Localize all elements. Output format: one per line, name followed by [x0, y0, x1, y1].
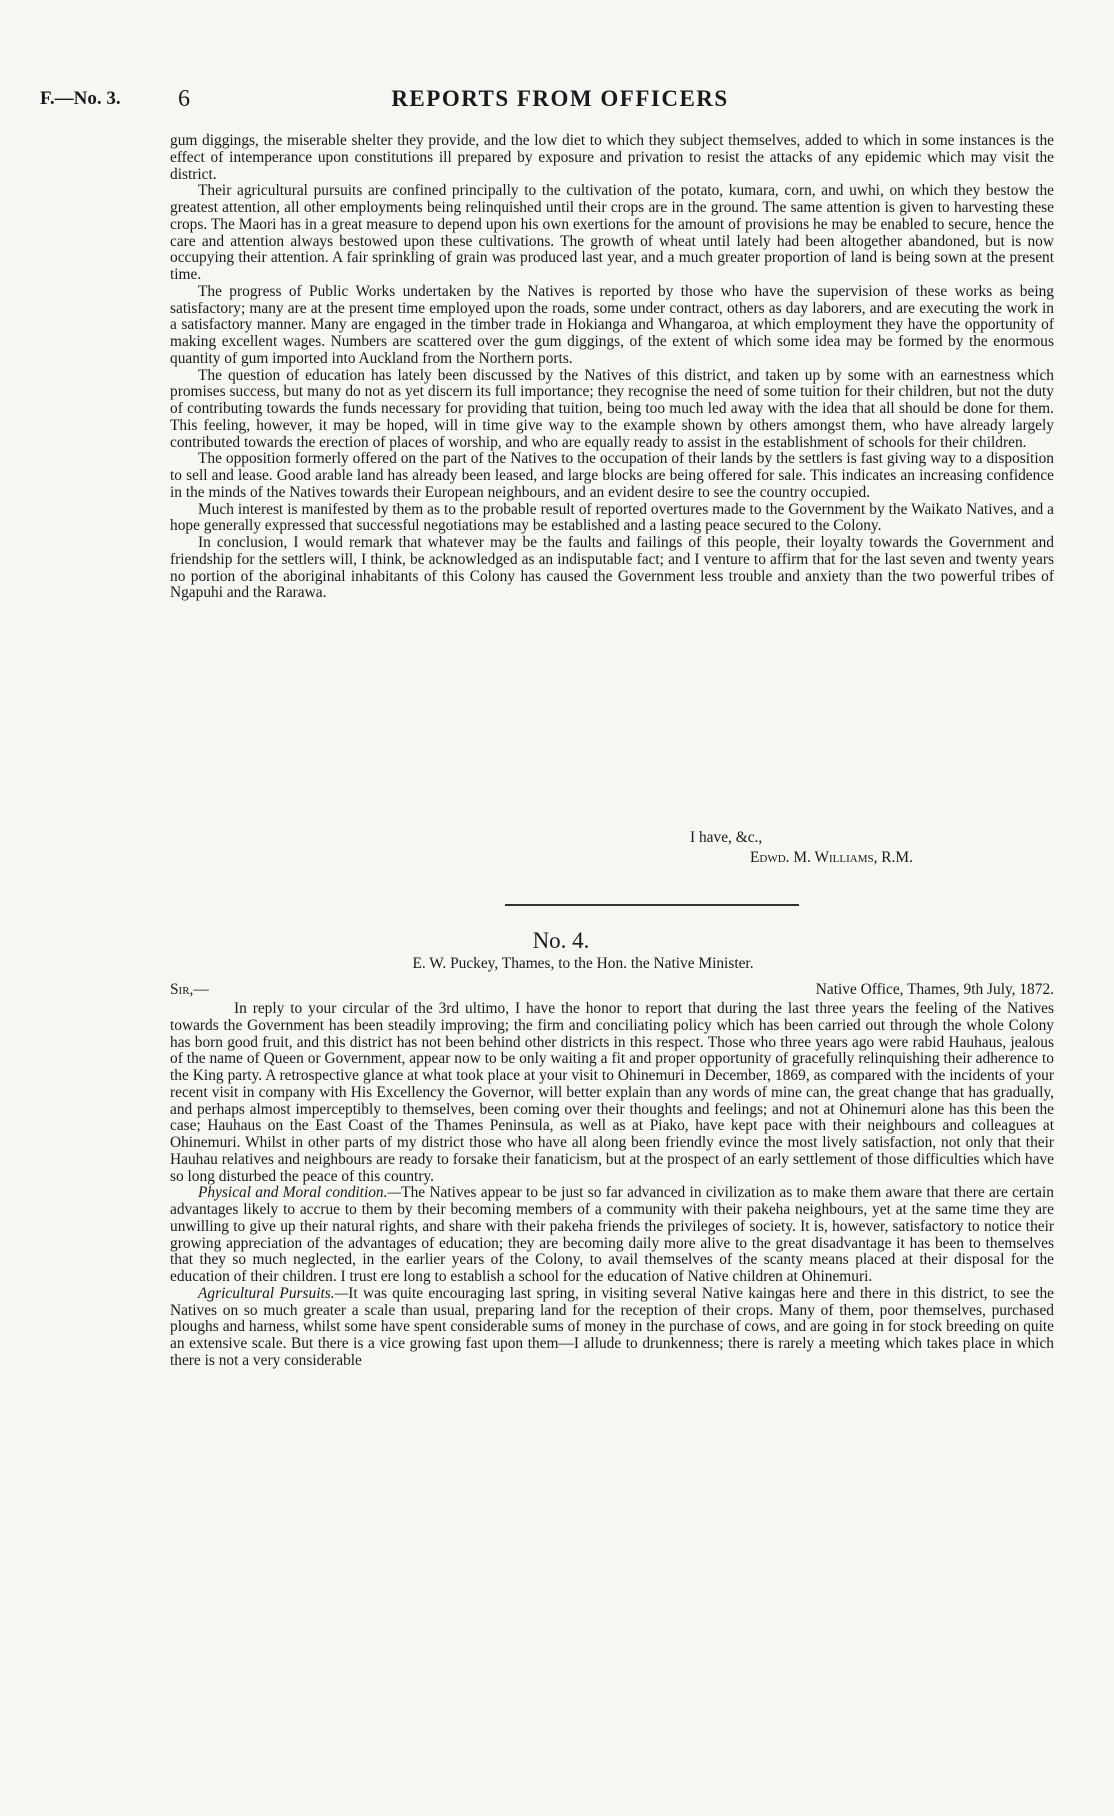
- document-reference: F.—No. 3.: [40, 88, 121, 109]
- paragraph: In conclusion, I would remark that whatever may be the faults and failings of this people, their loyalty towards the Government and friendship for the settlers will, I think, be acknowledged as an indisputable fact; and I venture to affirm that for the last seven and twenty years no portion of the aboriginal inhabitants of this Colony has caused the Government less trouble and anxiety than the two powerful tribes of Ngapuhi and the Rarawa.: [170, 534, 1054, 602]
- paragraph: Their agricultural pursuits are confined principally to the cultivation of the potato, kumara, corn, and uwhi, on which they bestow the greatest attention, all other employments being relinquished until their crops are in the ground. The same attention is given to harvesting these crops. The Maori has in a great measure to depend upon his own exertions for the amount of provisions he may be enabled to secure, hence the care and attention always bestowed upon these cultivations. The growth of wheat until lately had been altogether abandoned, but is now occupying their attention. A fair sprinkling of grain was produced last year, and a much greater proportion of land is being sown at the present time.: [170, 182, 1054, 283]
- paragraph: The question of education has lately been discussed by the Natives of this district, and taken up by some with an earnestness which promises success, but many do not as yet discern its full importance; they recognise the need of some tuition for their children, but not the duty of contributing towards the funds necessary for providing that tuition, being too much led away with the idea that all should be done for them. This feeling, however, it may be hoped, will in time give way to the example shown by others amongst them, who have already largely contributed towards the erection of places of worship, and who are equally ready to assist in the establishment of schools for their children.: [170, 366, 1054, 451]
- salutation: Sir,—: [170, 981, 209, 998]
- paragraph-text: It was quite encouraging last spring, in visiting several Native kaingas here and there in this district, to see the Natives on so much greater a scale than usual, preparing land for the reception of their crops. Many of them, poor themselves, purchased ploughs and harness, whilst some have spent considerable sums of money in the purchase of cows, and are going in for stock breeding on quite an extensive scale. But there is a vice growing fast upon them—I allude to drunkenness; there is rarely a meeting which takes place in which there is not a very considerable: [170, 1284, 1054, 1369]
- page-number: 6: [178, 86, 190, 112]
- closing-line: I have, &c.,: [690, 829, 763, 846]
- section-divider: [505, 904, 799, 906]
- report-subtitle: E. W. Puckey, Thames, to the Hon. the Native Minister.: [412, 955, 754, 972]
- signature: Edwd. M. Williams, R.M.: [750, 849, 913, 866]
- paragraph-heading: Physical and Moral condition.—: [198, 1184, 402, 1202]
- salutation-row: [170, 981, 1054, 999]
- paragraph: [170, 1286, 1054, 1370]
- running-title: REPORTS FROM OFFICERS: [391, 86, 729, 111]
- paragraph: The progress of Public Works undertaken by the Natives is reported by those who have the supervision of these works as being satisfactory; many are at the present time employed upon the roads, some under contract, others as day laborers, and are executing the work in a satisfactory manner. Many are engaged in the timber trade in Hokianga and Whangaroa, at which employment they have the opportunity of making excellent wages. Numbers are scattered over the gum diggings, of the extent of which some idea may be formed by the enormous quantity of gum imported into Auckland from the Northern ports.: [170, 282, 1054, 367]
- paragraph: [170, 1185, 1054, 1286]
- paragraph: In reply to your circular of the 3rd ultimo, I have the honor to report that during the last three years the feeling of the Natives towards the Government has been steadily improving; the firm and conciliating policy which has been carried out through the whole Colony has born good fruit, and this district has not been behind other districts in this respect. Those who three years ago were rabid Hauhaus, jealous of the name of Queen or Government, appear now to be only waiting a fit and proper opportunity of gracefully relinquishing their adherence to the King party. A retrospective glance at what took place at your visit to Ohinemuri in December, 1869, as compared with the incidents of your recent visit in company with His Excellency the Governor, will better explain than any words of mine can, the great change that has gradually, and perhaps almost imperceptibly to themselves, been coming over their thoughts and feelings; and not at Ohinemuri alone has this been the case; Hauhaus on the East Coast of the Thames Peninsula, as well as at Piako, have kept pace with their neighbours and colleagues at Ohinemuri. Whilst in other parts of my district those who have all along been friendly evince the most lively satisfaction, not only that their Hauhau relatives and neighbours are ready to forsake their fanaticism, but at the prospect of an early settlement of those difficulties which have so long disturbed the peace of this country.: [170, 1000, 1054, 1185]
- report-number: No. 4.: [532, 928, 590, 953]
- paragraph: Much interest is manifested by them as to the probable result of reported overtures made to the Government by the Waikato Natives, and a hope generally expressed that successful negotiations may be established and a lasting peace secured to the Colony.: [170, 500, 1054, 535]
- page-header: [40, 88, 1080, 118]
- paragraph: The opposition formerly offered on the part of the Natives to the occupation of their lands by the settlers is fast giving way to a disposition to sell and lease. Good arable land has already been leased, and large blocks are being offered for sale. This indicates an increasing confidence in the minds of the Natives towards their European neighbours, and an evident desire to see the country occupied.: [170, 450, 1054, 501]
- paragraph-heading: Agricultural Pursuits.—: [198, 1284, 349, 1302]
- paragraph-text: The Natives appear to be just so far advanced in civilization as to make them aware that there are certain advantages likely to accrue to them by their becoming members of a community with their pakeha neighbours, yet at the same time they are unwilling to give up their natural rights, and share with their pakeha friends the privileges of society. It is, however, satisfactory to notice their growing appreciation of the advantages of education; they are becoming daily more alive to the great disadvantage it has been to themselves that they so much neglected, in the earlier years of the Colony, to avail themselves of the scanty means placed at their disposal for the education of their children. I trust ere long to establish a school for the education of Native children at Ohinemuri.: [170, 1184, 1054, 1285]
- signature-block: [170, 828, 1054, 868]
- dateline: Native Office, Thames, 9th July, 1872.: [815, 981, 1054, 998]
- paragraph: gum diggings, the miserable shelter they provide, and the low diet to which they subject themselves, added to which in some instances is the effect of intemperance upon constitutions ill prepared by exposure and privation to resist the attacks of any epidemic which may visit the district.: [170, 132, 1054, 183]
- report-no3-body: [170, 133, 1054, 602]
- report-no4-body: [170, 1001, 1054, 1370]
